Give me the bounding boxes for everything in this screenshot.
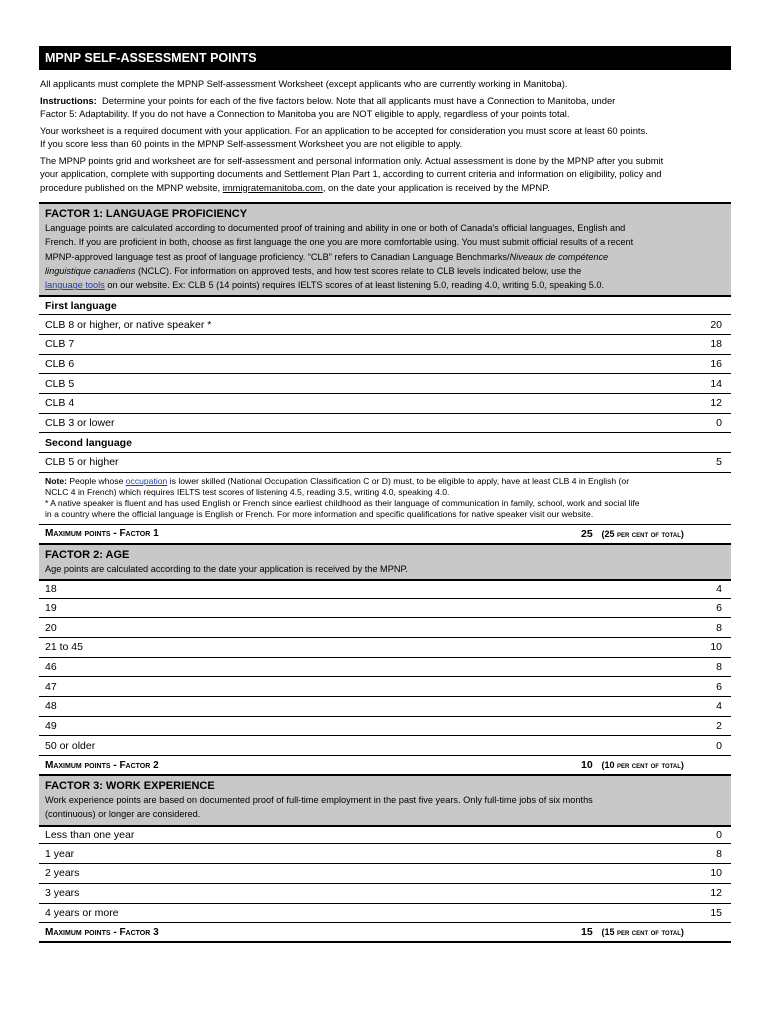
table-row <box>39 864 731 884</box>
max-points: 10 <box>581 759 593 772</box>
factor1-max-points <box>39 525 731 545</box>
table-row <box>39 717 731 737</box>
row-label: 47 <box>45 680 57 693</box>
row-points: 8 <box>716 621 722 634</box>
row-label: CLB 7 <box>45 338 75 351</box>
row-points: 5 <box>716 456 722 469</box>
second-language-label <box>39 433 731 453</box>
row-points: 12 <box>710 887 722 900</box>
note-line: NCLC 4 in French) which requires IELTS test scores of listening 4.5, reading 3.5, writing 4.0, speaking 4.0. <box>45 486 450 497</box>
row-label: 46 <box>45 661 57 674</box>
worksheet-page <box>39 46 731 943</box>
factor3-header <box>39 776 731 825</box>
factor1-title: FACTOR 1: LANGUAGE PROFICIENCY <box>45 208 248 220</box>
max-value <box>581 528 731 540</box>
grid-line1: The MPNP points grid and worksheet are for self-assessment and personal information only. Actual assessment is done by the MPNP after you submit <box>40 154 664 166</box>
row-points: 2 <box>716 720 722 733</box>
factor1-desc-line <box>45 278 725 292</box>
worksheet-line1: Your worksheet is a required document with your application. For an application to be accepted for consideration you must score at least 60 points. <box>40 124 648 136</box>
row-points: 12 <box>710 397 722 410</box>
row-points: 10 <box>710 641 722 654</box>
table-row <box>39 599 731 619</box>
row-label: 18 <box>45 583 57 596</box>
max-percent: (10 per cent of total) <box>601 760 684 771</box>
table-row <box>39 618 731 638</box>
second-language-rows <box>39 453 731 473</box>
factor2-max-points <box>39 756 731 776</box>
worksheet-line2: If you score less than 60 points in the MPNP Self-assessment Worksheet you are not eligible to apply. <box>40 138 463 149</box>
table-row <box>39 697 731 717</box>
row-label: CLB 6 <box>45 357 75 370</box>
table-row <box>39 844 731 864</box>
table-row <box>39 677 731 697</box>
factor2-title: FACTOR 2: AGE <box>45 548 130 561</box>
table-row <box>39 736 731 756</box>
age-rows <box>39 579 731 756</box>
table-row <box>39 453 731 473</box>
row-label: 3 years <box>45 887 80 900</box>
note-line: in a country where the official language is English or French. For more information and specific qualifications for native speaker visit our website. <box>45 508 594 519</box>
row-points: 0 <box>716 829 722 842</box>
factor3-section <box>39 776 731 943</box>
grid-line3-post: , on the date your application is received by the MPNP. <box>322 181 550 193</box>
row-label: CLB 3 or lower <box>45 416 115 429</box>
intro-line: All applicants must complete the MPNP Self-assessment Worksheet (except applicants who are currently working in Manitoba). <box>40 78 568 89</box>
table-row <box>39 658 731 678</box>
note-line <box>45 476 725 487</box>
note-line: * A native speaker is fluent and has used English or French since earliest childhood as their language of communication in family, school, work and social life <box>45 497 640 508</box>
factor1-desc-italic: linguistique canadiens <box>45 265 136 276</box>
factor1-desc-line: French. If you are proficient in both, choose as first language the one you are more comfortable using. You must submit official results of a recent <box>45 237 634 248</box>
row-points: 15 <box>710 906 722 919</box>
row-points: 10 <box>710 867 722 880</box>
table-row <box>39 579 731 599</box>
occupation-link[interactable]: occupation <box>125 475 168 486</box>
row-label: 20 <box>45 621 57 634</box>
row-points: 8 <box>716 661 722 674</box>
factor1-desc-line <box>45 264 725 278</box>
factor3-desc-line: Work experience points are based on documented proof of full-time employment in the past five years. Only full-time jobs of six months <box>45 795 593 806</box>
max-percent: (25 per cent of total) <box>601 528 684 539</box>
factor1-description <box>45 221 725 292</box>
note-text: People whose <box>69 475 124 486</box>
intro-section <box>39 77 731 194</box>
instructions <box>40 94 731 108</box>
row-label: 21 to 45 <box>45 641 83 654</box>
row-label: 19 <box>45 602 57 614</box>
row-label: 50 or older <box>45 739 96 752</box>
instructions-label: Instructions: <box>40 94 97 106</box>
table-row <box>39 638 731 658</box>
table-row <box>39 904 731 924</box>
row-label: 49 <box>45 720 57 733</box>
factor2-header <box>39 545 731 579</box>
instructions-line2: Factor 5: Adaptability. If you do not have a Connection to Manitoba you are NOT eligible to apply, regardless of your points total. <box>40 108 570 119</box>
note-label: Note: <box>45 475 67 486</box>
table-row <box>39 355 731 375</box>
table-row <box>39 335 731 355</box>
table-row <box>39 414 731 434</box>
grid-line2: your application, complete with supporting documents and Settlement Plan Part 1, according to current criteria and information on eligibility, policy and <box>40 168 662 179</box>
factor2-section <box>39 545 731 776</box>
instructions-text: Determine your points for each of the five factors below. Note that all applicants must have a Connection to Manitoba, under <box>102 94 616 106</box>
note-text: is lower skilled (National Occupation Classification C or D) must, to be eligible to apply, have at least CLB 4 in English (or <box>169 475 630 486</box>
row-points: 4 <box>716 700 722 713</box>
factor1-desc-text: MPNP-approved language test as proof of language proficiency. “CLB” refers to Canadian Language Benchmarks/ <box>45 251 510 262</box>
row-label: CLB 5 <box>45 377 75 390</box>
table-row <box>39 884 731 904</box>
max-value <box>581 926 731 938</box>
factor1-desc-line: Language points are calculated according to documented proof of training and ability in one or both of Canada's official languages, English and <box>45 223 626 233</box>
factor1-section <box>39 202 731 545</box>
first-language-rows <box>39 315 731 433</box>
grid-line3 <box>40 181 731 195</box>
row-label: 48 <box>45 700 57 713</box>
row-points: 18 <box>710 338 722 351</box>
factor3-desc-line: (continuous) or longer are considered. <box>45 809 201 820</box>
factor3-description <box>45 793 725 822</box>
row-points: 0 <box>716 416 722 429</box>
max-points: 25 <box>581 527 593 540</box>
max-label: Maximum points - Factor 3 <box>45 926 159 938</box>
row-label: 1 year <box>45 847 75 860</box>
row-label: CLB 8 or higher, or native speaker * <box>45 318 212 331</box>
row-points: 6 <box>716 602 722 614</box>
grid-line3-pre: procedure published on the MPNP website, <box>40 181 221 193</box>
factor3-title: FACTOR 3: WORK EXPERIENCE <box>45 780 215 793</box>
page-title: MPNP SELF-ASSESSMENT POINTS <box>39 46 731 70</box>
table-row <box>39 825 731 845</box>
row-label: CLB 5 or higher <box>45 456 119 469</box>
row-points: 0 <box>716 739 722 752</box>
row-points: 16 <box>710 357 722 370</box>
row-points: 4 <box>716 583 722 596</box>
factor1-desc-text: on our website. Ex: CLB 5 (14 points) requires IELTS scores of at least listening 5.0, reading 4.0, writing 5.0, speaking 5.0. <box>107 280 605 291</box>
row-label: Second language <box>45 436 132 449</box>
website-link[interactable]: immigratemanitoba.com <box>222 181 323 193</box>
factor1-desc-line <box>45 250 725 264</box>
row-label: Less than one year <box>45 829 135 842</box>
factor1-desc-text: (NCLC). For information on approved tests, and how test scores relate to CLB levels indicated below, use the <box>137 265 582 276</box>
work-experience-rows <box>39 825 731 923</box>
factor1-header <box>39 202 731 295</box>
max-label: Maximum points - Factor 1 <box>45 528 159 540</box>
row-points: 14 <box>710 377 722 390</box>
row-label: First language <box>45 299 117 312</box>
row-points: 6 <box>716 680 722 693</box>
factor1-note <box>39 473 731 525</box>
table-row <box>39 315 731 335</box>
factor3-max-points <box>39 923 731 943</box>
row-points: 8 <box>716 847 722 860</box>
max-value <box>581 759 731 771</box>
max-percent: (15 per cent of total) <box>601 927 684 938</box>
row-label: 2 years <box>45 867 80 880</box>
first-language-label <box>39 295 731 315</box>
factor1-desc-italic: Niveaux de compétence <box>509 251 609 262</box>
row-label: 4 years or more <box>45 906 119 919</box>
max-points: 15 <box>581 926 593 939</box>
row-points: 20 <box>710 318 722 331</box>
language-tools-link[interactable]: language tools <box>45 280 105 291</box>
factor2-description: Age points are calculated according to the date your application is received by the MPNP. <box>45 563 408 574</box>
row-label: CLB 4 <box>45 397 75 410</box>
table-row <box>39 394 731 414</box>
max-label: Maximum points - Factor 2 <box>45 759 159 771</box>
table-row <box>39 374 731 394</box>
